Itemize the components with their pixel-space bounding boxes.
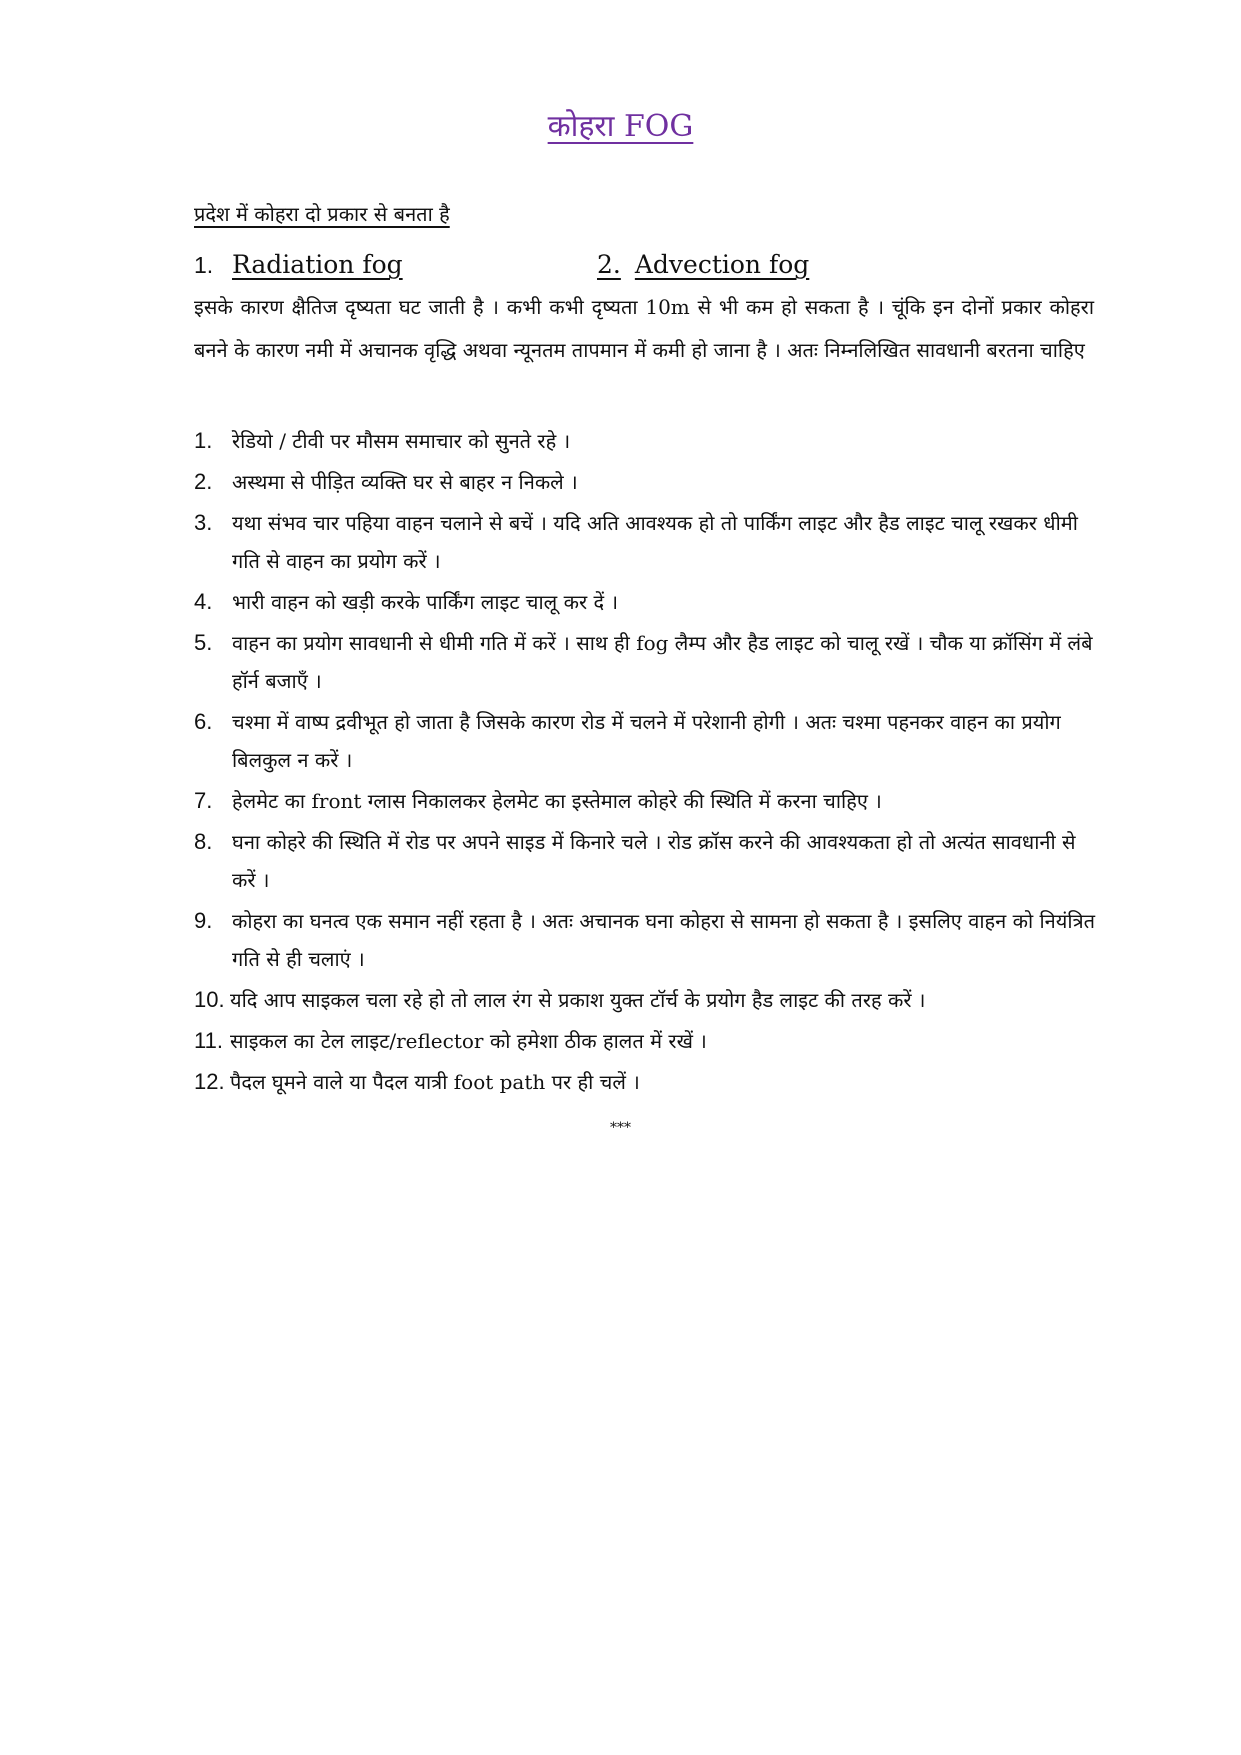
list-item-text: हेलमेट का front ग्लास निकालकर हेलमेट का इस्तेमाल कोहरे की स्थिति में करना चाहिए । [232,789,882,813]
precautions-list [194,422,1104,1104]
list-item-number: 9. [194,908,213,933]
list-item-text: भारी वाहन को खड़ी करके पार्किंग लाइट चालू कर दें । [232,590,619,614]
fog-type-1-number: 1. [194,252,214,278]
list-item-number: 4. [194,589,213,614]
list-item-text: यदि आप साइकल चला रहे हो तो लाल रंग से प्रकाश युक्त टॉर्च के प्रयोग हैड लाइट की तरह करें । [230,988,926,1012]
fog-type-2-number: 2. [597,250,621,279]
list-item-number: 3. [194,510,213,535]
list-item [194,1022,1104,1060]
section-subtitle: प्रदेश में कोहरा दो प्रकार से बनता है [194,202,450,226]
list-item-text: कोहरा का घनत्व एक समान नहीं रहता है । अतः अचानक घना कोहरा से सामना हो सकता है । इसलिए वाहन को नियंत्रित गति से ही चलाएं । [232,909,1096,971]
list-item [194,624,1104,700]
list-item-text: रेडियो / टीवी पर मौसम समाचार को सुनते रहे । [232,429,571,453]
fog-types [194,250,1094,284]
list-item-text: पैदल घूमने वाले या पैदल यात्री foot path पर ही चलें । [230,1070,640,1094]
list-item-text: वाहन का प्रयोग सावधानी से धीमी गति में करें । साथ ही fog लैम्प और हैड लाइट को चालू रखें । चौक या क्रॉसिंग में लंबे हॉर्न बजाएँ । [232,631,1093,693]
list-item-number: 1. [194,428,213,453]
list-item-number: 2. [194,469,213,494]
list-item-text: अस्थमा से पीड़ित व्यक्ति घर से बाहर न निकले । [232,470,578,494]
list-item-number: 8. [194,829,213,854]
list-item-number: 11. [194,1028,223,1053]
list-item [194,703,1104,779]
list-item [194,422,1104,460]
list-item [194,463,1104,501]
list-item-text: यथा संभव चार पहिया वाहन चलाने से बचें । यदि अति आवश्यक हो तो पार्किंग लाइट और हैड लाइट चालू रखकर धीमी गति से वाहन का प्रयोग करें । [232,511,1078,573]
list-item-number: 12. [194,1069,225,1094]
list-item [194,504,1104,580]
list-item-number: 5. [194,630,213,655]
list-item [194,902,1104,978]
list-item-number: 10. [194,987,225,1012]
list-item [194,981,1104,1019]
fog-type-2-label: Advection fog [634,250,810,279]
fog-type-2 [597,250,809,279]
list-item-number: 6. [194,709,213,734]
list-item-text: चश्मा में वाष्प द्रवीभूत हो जाता है जिसके कारण रोड में चलने में परेशानी होगी । अतः चश्मा पहनकर वाहन का प्रयोग बिलकुल न करें । [232,710,1061,772]
page-title: कोहरा FOG [547,109,694,144]
list-item [194,782,1104,820]
list-item-number: 7. [194,788,213,813]
list-item-text: साइकल का टेल लाइट/reflector को हमेशा ठीक हालत में रखें । [230,1029,707,1053]
intro-paragraph: इसके कारण क्षैतिज दृष्यता घट जाती है । कभी कभी दृष्यता 10m से भी कम हो सकता है । चूंकि इन दोनों प्रकार कोहरा बनने के कारण नमी में अचानक वृद्धि अथवा न्यूनतम तापमान में कमी हो जाना है । अतः निम्नलिखित सावधानी बरतना चाहिए [194,295,1094,362]
list-item-text: घना कोहरे की स्थिति में रोड पर अपने साइड में किनारे चले । रोड क्रॉस करने की आवश्यकता हो तो अत्यंत सावधानी से करें । [232,830,1076,892]
end-mark: *** [610,1120,631,1136]
fog-type-1-label: Radiation fog [232,250,403,279]
list-item [194,823,1104,899]
list-item [194,1063,1104,1101]
list-item [194,583,1104,621]
